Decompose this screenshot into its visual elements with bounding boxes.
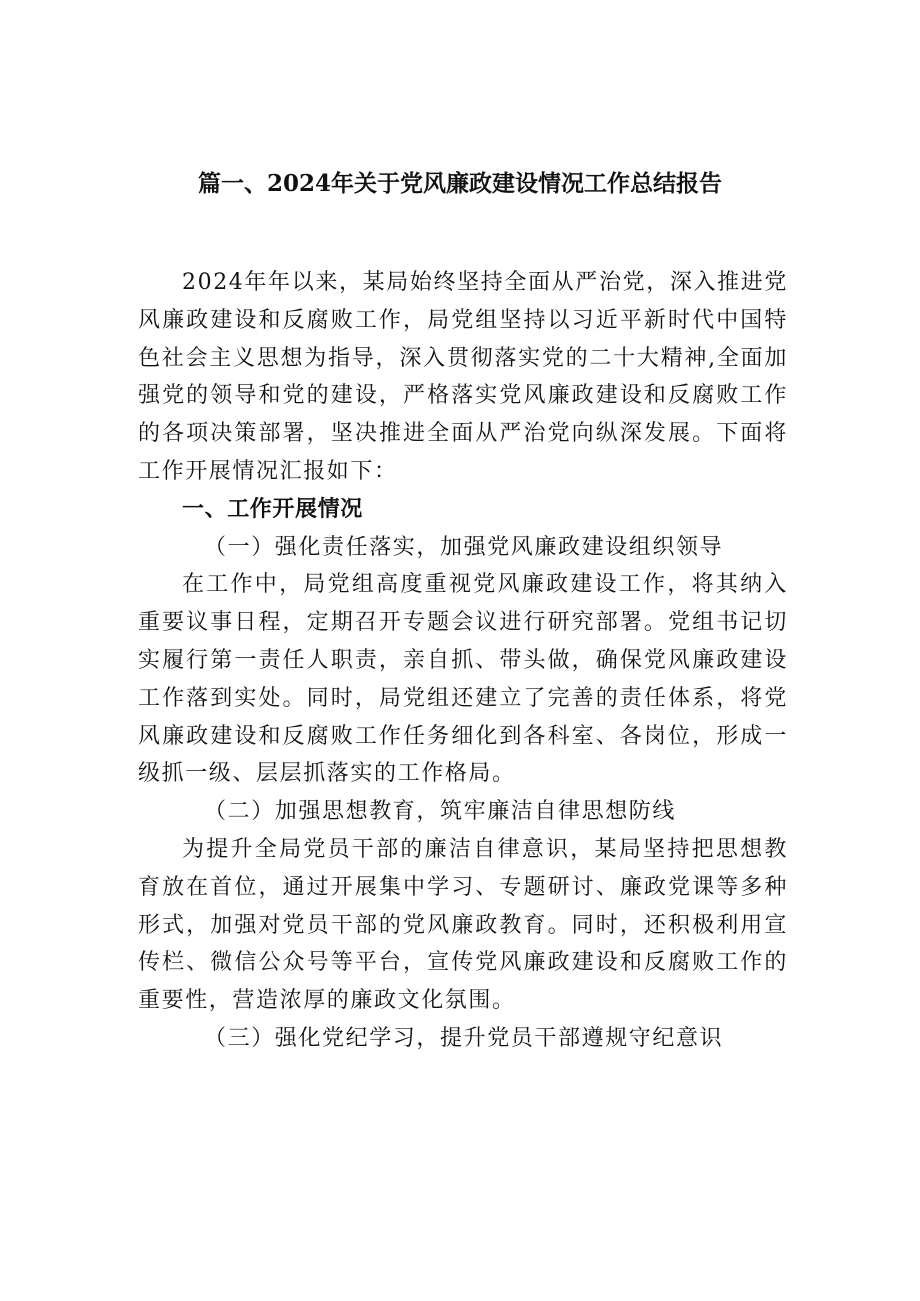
section-heading-work-status: 一、工作开展情况	[182, 496, 363, 522]
subsection-body-1: 在工作中，局党组高度重视党风廉政建设工作，将其纳入重要议事日程，定期召开专题会议进行研究部署。党组书记切实履行第一责任人职责，亲自抓、带头做，确保党风廉政建设工作落到实处。同时，局党组还建立了完善的责任体系，将党风廉政建设和反腐败工作任务细化到各科室、各岗位，形成一级抓一级、层层抓落实的工作格局。	[138, 572, 788, 787]
subsection-heading-1: （一）强化责任落实，加强党风廉政建设组织领导	[204, 534, 724, 560]
document-body	[138, 264, 788, 1058]
subsection-body-2: 为提升全局党员干部的廉洁自律意识，某局坚持把思想教育放在首位，通过开展集中学习、专题研讨、廉政党课等多种形式，加强对党员干部的党风廉政教育。同时，还积极利用宣传栏、微信公众号等平台，宣传党风廉政建设和反腐败工作的重要性，营造浓厚的廉政文化氛围。	[138, 836, 788, 1014]
document-title: 篇一、2024年关于党风廉政建设情况工作总结报告	[197, 170, 722, 197]
subsection-heading-2: （二）加强思想教育，筑牢廉洁自律思想防线	[204, 799, 677, 825]
subsection-heading-3: （三）强化党纪学习，提升党员干部遵规守纪意识	[204, 1025, 724, 1051]
intro-paragraph: 2024年年以来，某局始终坚持全面从严治党，深入推进党风廉政建设和反腐败工作，局党组坚持以习近平新时代中国特色社会主义思想为指导，深入贯彻落实党的二十大精神,全面加强党的领导和党的建设，严格落实党风廉政建设和反腐败工作的各项决策部署，坚决推进全面从严治党向纵深发展。下面将工作开展情况汇报如下：	[138, 270, 788, 484]
